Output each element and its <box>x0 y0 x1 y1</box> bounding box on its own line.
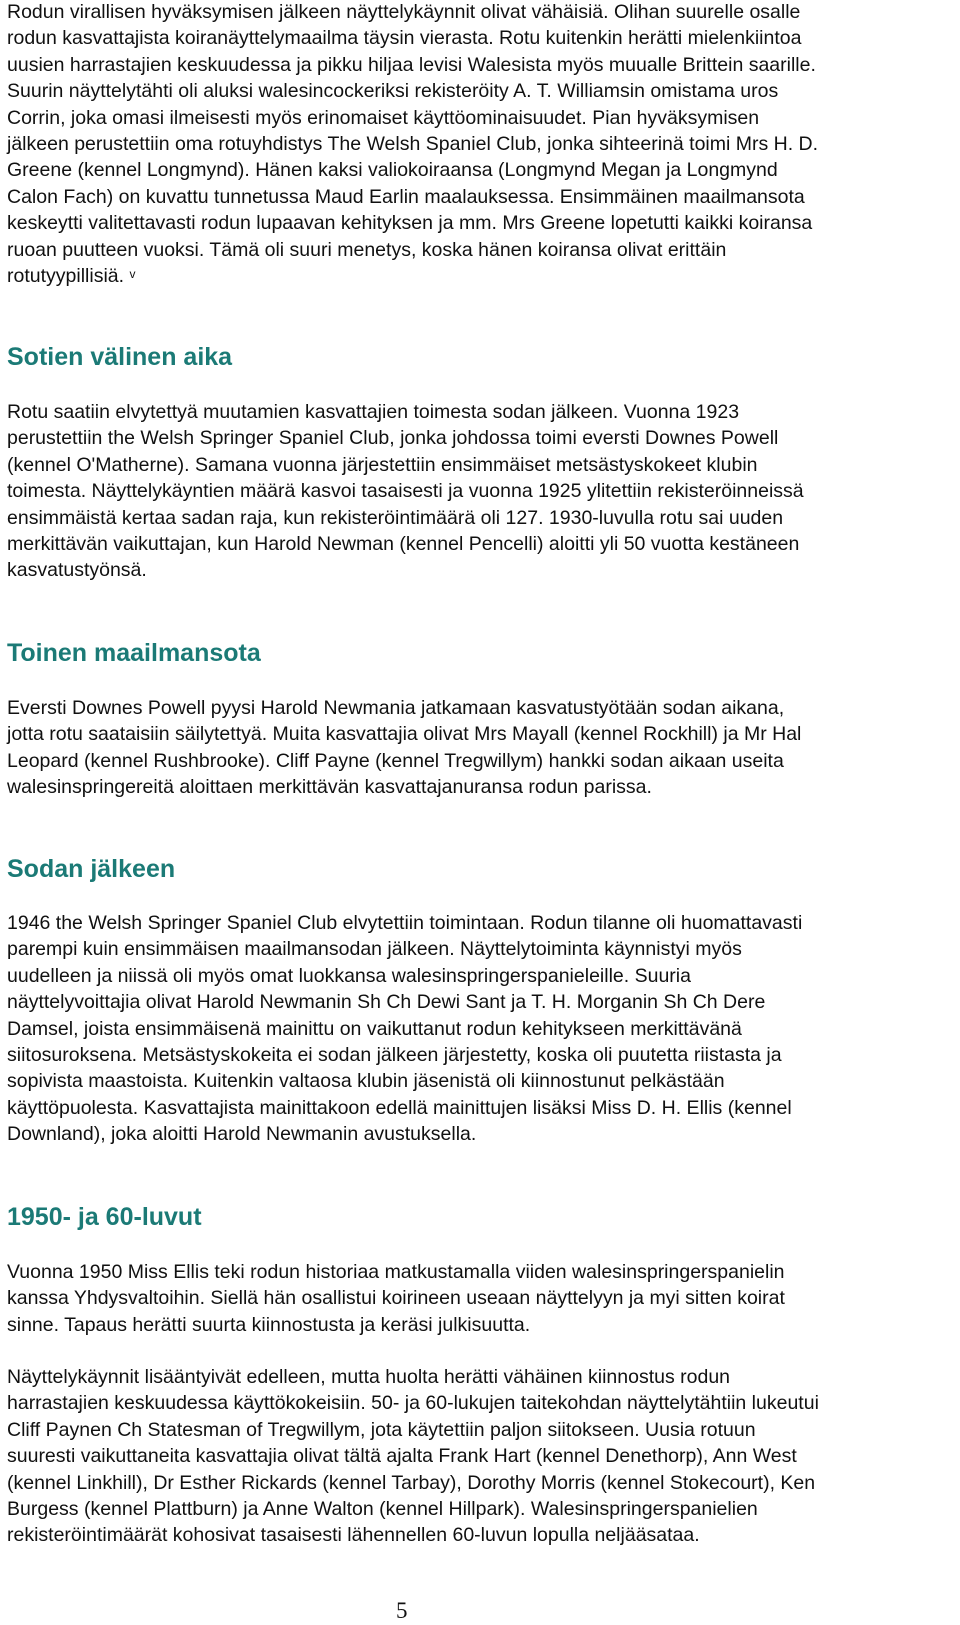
text-line: jotta rotu saataisiin säilytettyä. Muita kasvattajia olivat Mrs Mayall (kennel Rockhill) ja Mr Hal <box>7 723 802 746</box>
text-line: sopivista maastoista. Kuitenkin valtaosa klubin jäsenistä oli kiinnostunut pelkästään <box>7 1070 725 1093</box>
text-line-with-footnote <box>7 263 818 289</box>
text-line: rekisteröintimäärät kohosivat tasaisesti lähennellen 60-luvun lopulla neljääsataa. <box>7 1524 700 1547</box>
section-paragraph <box>7 1259 785 1338</box>
text-line: perustettiin the Welsh Springer Spaniel Club, jonka johdossa toimi eversti Downes Powell <box>7 427 779 450</box>
section-paragraph <box>7 910 802 1148</box>
text-line: Calon Fach) on kuvattu tunnetussa Maud Earlin maalauksessa. Ensimmäinen maailmansota <box>7 185 805 208</box>
text-line: Burgess (kennel Plattburn) ja Anne Walton (kennel Hillpark). Walesinspringerspanielien <box>7 1498 758 1521</box>
text-line: rodun kasvattajista koiranäyttelymaailma täysin vierasta. Rotu kuitenkin herätti mielenkiintoa <box>7 27 802 50</box>
section-paragraph <box>7 1364 819 1549</box>
text-line: Näyttelykäynnit lisääntyivät edelleen, mutta huolta herätti vähäinen kiinnostus rodun <box>7 1366 731 1388</box>
text-line: Suurin näyttelytähti oli aluksi walesincockeriksi rekisteröity A. T. Williamsin omistama uros <box>7 80 779 103</box>
section-heading: 1950- ja 60-luvut <box>7 1203 202 1231</box>
text-line: sinne. Tapaus herätti suurta kiinnostusta ja keräsi julkisuutta. <box>7 1313 531 1336</box>
section-heading: Toinen maailmansota <box>7 639 261 667</box>
text-line: (kennel Linkhill), Dr Esther Rickards (kennel Tarbay), Dorothy Morris (kennel Stokecourt), Ken <box>7 1471 816 1494</box>
text-line: keskeytti valitettavasti rodun lupaavan kehityksen ja mm. Mrs Greene lopetutti kaikki koiransa <box>7 212 813 235</box>
text-line: jälkeen perustettiin oma rotuyhdistys The Welsh Spaniel Club, jonka sihteerinä toimi Mrs H. D. <box>7 133 819 156</box>
text-line: Eversti Downes Powell pyysi Harold Newmania jatkamaan kasvatustyötään sodan aikana, <box>7 697 785 719</box>
text-line: näyttelyvoittajia olivat Harold Newmanin Sh Ch Dewi Sant ja T. H. Morganin Sh Ch Dere <box>7 991 766 1014</box>
text-line: suuresti vaikuttaneita kasvattajia olivat tältä ajalta Frank Hart (kennel Denethorp), Ann West <box>7 1445 797 1468</box>
text-line: Cliff Paynen Ch Statesman of Tregwillym, jota käytettiin paljon siitokseen. Uusia rotuun <box>7 1418 756 1441</box>
text-line: ensimmäistä kertaa sadan raja, kun rekisteröintimäärä oli 127. 1930-luvulla rotu sai uuden <box>7 506 784 529</box>
text-line: Rotu saatiin elvytettyä muutamien kasvattajien toimesta sodan jälkeen. Vuonna 1923 <box>7 401 740 423</box>
text-line: ruoan puutteen vuoksi. Tämä oli suuri menetys, koska hänen koiransa olivat erittäin <box>7 238 727 261</box>
text-line: Corrin, joka omasi ilmeisesti myös erinomaiset käyttöominaisuudet. Pian hyväksymisen <box>7 106 760 129</box>
text-line: Damsel, joista ensimmäisenä mainittu on vaikuttanut rodun kehitykseen merkittävänä <box>7 1017 742 1040</box>
intro-paragraph <box>7 0 818 289</box>
text-line: siitosuroksena. Metsästyskokeita ei sodan jälkeen järjestetty, koska oli puutetta riistasta ja <box>7 1044 782 1067</box>
text-line: uudelleen ja niissä oli myös omat luokkansa walesinspringerspanieleille. Suuria <box>7 964 691 987</box>
text-line: merkittävän vaikuttajan, kun Harold Newman (kennel Pencelli) aloitti yli 50 vuotta kestäneen <box>7 533 800 556</box>
page-number: 5 <box>396 1598 408 1623</box>
section-paragraph <box>7 399 804 584</box>
section-heading: Sodan jälkeen <box>7 855 176 883</box>
section-paragraph <box>7 695 801 801</box>
text-line: toimesta. Näyttelykäyntien määrä kasvoi tasaisesti ja vuonna 1925 ylitettiin rekisteröinneissä <box>7 480 804 503</box>
text-line: kasvatustyönsä. <box>7 559 147 582</box>
text-line: Rodun virallisen hyväksymisen jälkeen näyttelykäynnit olivat vähäisiä. Olihan suurelle osalle <box>7 1 801 23</box>
text-line: harrastajien keskuudessa käyttökokeisiin. 50- ja 60-lukujen taitekohdan näyttelytähtiin lukeutui <box>7 1392 819 1415</box>
text-line: parempi kuin ensimmäisen maailmansodan jälkeen. Näyttelytoiminta käynnistyi myös <box>7 938 742 961</box>
text-line: Downland), joka aloitti Harold Newmanin avustuksella. <box>7 1123 477 1146</box>
text-line: rotutyypillisiä. <box>7 265 130 288</box>
text-line: (kennel O'Matherne). Samana vuonna järjestettiin ensimmäiset metsästyskokeet klubin <box>7 453 758 476</box>
text-line: kanssa Yhdysvaltoihin. Siellä hän osallistui koirineen useaan näyttelyyn ja myi sitten koirat <box>7 1287 785 1310</box>
document-page <box>7 0 957 1624</box>
text-line: Vuonna 1950 Miss Ellis teki rodun historiaa matkustamalla viiden walesinspringerspanielin <box>7 1261 785 1283</box>
text-line: uusien harrastajien keskuudessa ja pikku hiljaa levisi Walesista myös muualle Brittein saarille. <box>7 53 816 76</box>
text-line: käyttöpuolesta. Kasvattajista mainittakoon edellä mainittujen lisäksi Miss D. H. Ellis (kennel <box>7 1096 792 1119</box>
footnote-marker[interactable]: v <box>129 267 136 282</box>
text-line: Greene (kennel Longmynd). Hänen kaksi valiokoiraansa (Longmynd Megan ja Longmynd <box>7 159 778 182</box>
text-line: walesinspringereitä aloittaen merkittävän kasvattajanuransa rodun parissa. <box>7 776 652 799</box>
text-line: 1946 the Welsh Springer Spaniel Club elvytettiin toimintaan. Rodun tilanne oli huomattavasti <box>7 912 803 934</box>
text-line: Leopard (kennel Rushbrooke). Cliff Payne (kennel Tregwillym) hankki sodan aikaan useita <box>7 749 784 772</box>
section-heading: Sotien välinen aika <box>7 343 233 371</box>
